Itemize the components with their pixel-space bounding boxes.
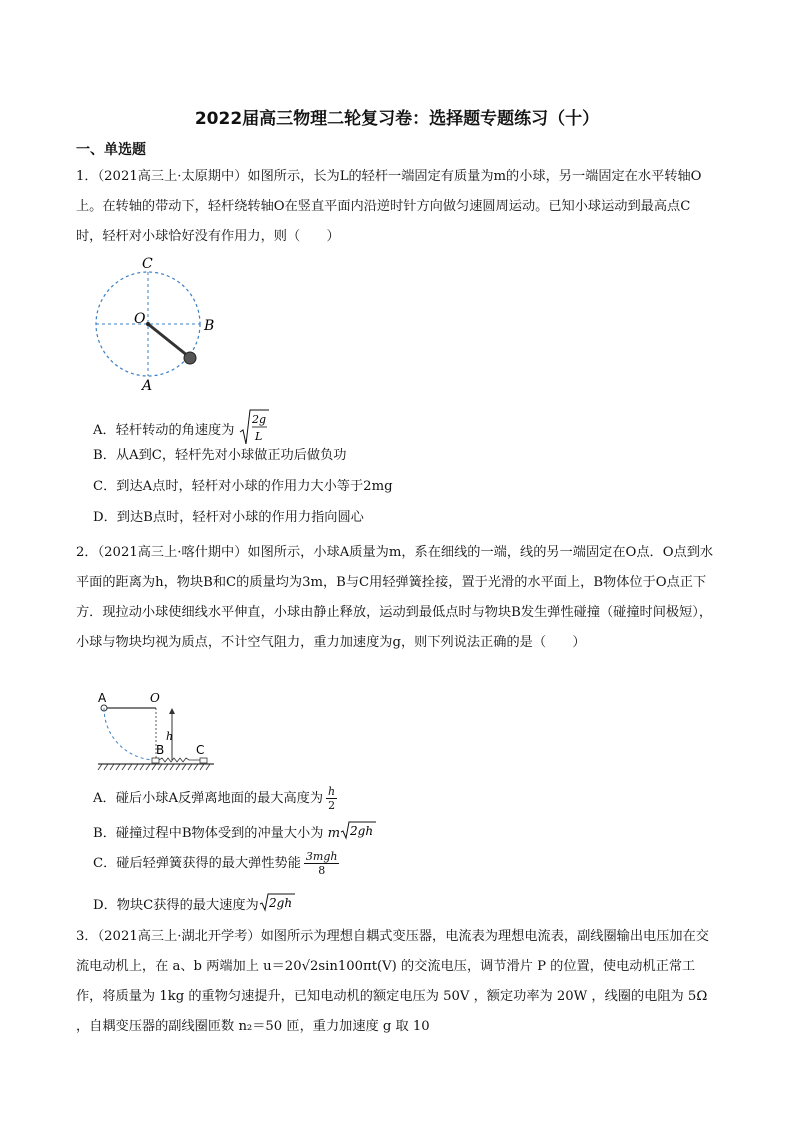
label-a: A: [98, 691, 107, 705]
q2-option-d-text: D．物块C获得的最大速度为: [93, 898, 259, 913]
q2-option-c[interactable]: [93, 850, 342, 877]
label-h: h: [166, 730, 174, 743]
question-1-text: 1．（2021高三上·太原期中）如图所示，长为L的轻杆一端固定有质量为m的小球，另一端固定在水平转轴O上。在转轴的带动下，轻杆绕转轴O在竖直平面内沿逆时针方向做匀速圆周运动。已知小球运动到最高点C时，轻杆对小球恰好没有作用力，则（ ）: [76, 169, 702, 244]
sqrt-icon: [239, 408, 269, 446]
label-c: C: [142, 256, 153, 272]
question-3-text: 3．（2021高三上·湖北开学考）如图所示为理想自耦式变压器，电流表为理想电流表，副线圈输出电压加在交流电动机上，在 a、b 两端加上 u＝20√2sin100πt(V) 的交流电压，调节滑片 P 的位置，使电动机正常工作，将质量为 1kg 的重物匀速提升，已知电动机的额定电压为 50V ，额定功率为 20W ，线圈的电阻为 5Ω ，自耦变压器的副线圈匝数 n₂＝50 匝，重力加速度 g 取 10: [76, 929, 709, 1034]
question-2-figure: [96, 690, 216, 774]
q1-option-b[interactable]: B．从A到C，轻杆先对小球做正功后做负功: [93, 448, 347, 463]
q1-option-c[interactable]: C．到达A点时，轻杆对小球的作用力大小等于2mg: [93, 479, 393, 494]
fraction: $\frac{\text{3mgh}}{8}$: [305, 850, 338, 877]
fraction: $\frac{h}{2}$: [328, 785, 336, 812]
sqrt-icon: [340, 820, 376, 840]
question-1-figure: [88, 256, 228, 392]
svg-text:2gh: 2gh: [268, 896, 292, 910]
math-m: m: [327, 826, 341, 841]
label-a: A: [142, 378, 153, 392]
q2-option-b-text: B．碰撞过程中B物体受到的冲量大小为: [93, 826, 324, 841]
label-c: C: [196, 743, 205, 757]
q2-option-b[interactable]: [93, 820, 376, 847]
sqrt-icon: [259, 892, 295, 912]
svg-text:2gh: 2gh: [350, 824, 374, 838]
q2-option-d[interactable]: [93, 892, 295, 919]
label-b: B: [156, 743, 165, 757]
q2-option-a[interactable]: [93, 785, 340, 812]
label-o: O: [134, 311, 146, 327]
q1-option-a-text: A．轻杆转动的角速度为: [93, 423, 235, 438]
label-b: B: [204, 318, 215, 334]
q2-option-c-text: C．碰后轻弹簧获得的最大弹性势能: [93, 856, 301, 871]
sqrt-expression: [340, 820, 376, 847]
section-heading: 一、单选题: [76, 142, 146, 158]
sqrt-expression: [259, 892, 295, 919]
q2-option-a-text: A．碰后小球A反弹离地面的最大高度为: [93, 791, 324, 806]
label-o: O: [150, 691, 160, 705]
question-2-text: 2．（2021高三上·喀什期中）如图所示，小球A质量为m，系在细线的一端，线的另一端固定在O点．O点到水平面的距离为h，物块B和C的质量均为3m，B与C用轻弹簧拴接，置于光滑的水平面上，B物体位于O点正下方．现拉动小球使细线水平伸直，小球由静止释放，运动到最低点时与物块B发生弹性碰撞（碰撞时间极短），小球与物块均视为质点，不计空气阻力，重力加速度为g，则下列说法正确的是（ ）: [76, 545, 714, 650]
svg-text:L: L: [254, 430, 262, 443]
page-title: 2022届高三物理二轮复习卷：选择题专题练习（十）: [194, 109, 600, 129]
svg-text:2g: 2g: [251, 413, 266, 426]
q1-option-d[interactable]: D．到达B点时，轻杆对小球的作用力指向圆心: [93, 510, 364, 525]
